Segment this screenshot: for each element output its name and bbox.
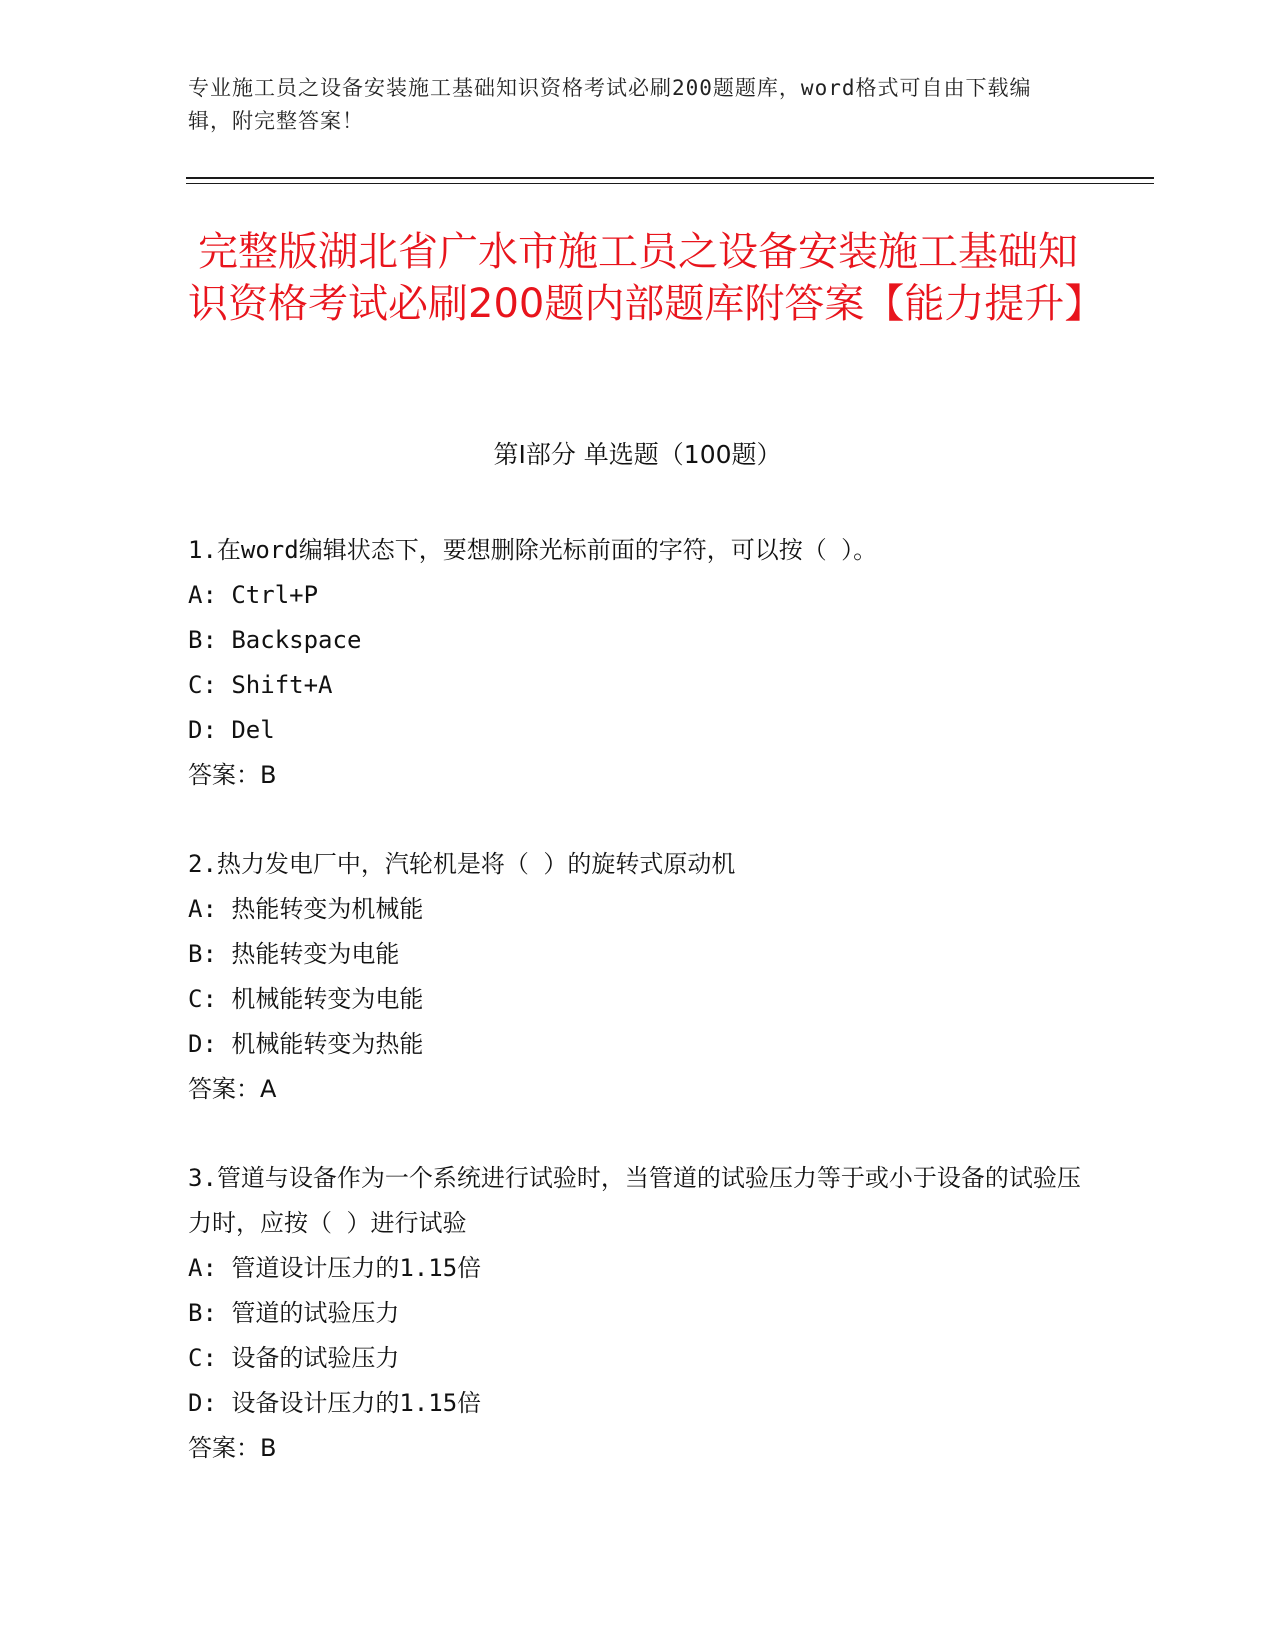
question-list xyxy=(188,528,1088,1515)
option-b: B: 热能转变为电能 xyxy=(188,940,400,968)
option-a: A: 管道设计压力的1.15倍 xyxy=(188,1254,482,1282)
option-c: C: 机械能转变为电能 xyxy=(188,985,424,1013)
option-b: B: Backspace xyxy=(188,626,362,654)
document-title: 完整版湖北省广水市施工员之设备安装施工基础知识资格考试必刷200题内部题库附答案【能力提升】 xyxy=(188,229,1105,327)
header-note: 专业施工员之设备安装施工基础知识资格考试必刷200题题库，word格式可自由下载编辑，附完整答案！ xyxy=(188,76,1032,133)
option-a: A: Ctrl+P xyxy=(188,581,319,609)
option-d: D: Del xyxy=(188,716,275,744)
option-c: C: Shift+A xyxy=(188,671,333,699)
option-a: A: 热能转变为机械能 xyxy=(188,895,424,923)
question-item xyxy=(188,1156,1088,1471)
question-stem: 2.热力发电厂中，汽轮机是将（ ）的旋转式原动机 xyxy=(188,850,736,878)
question-stem: 3.管道与设备作为一个系统进行试验时，当管道的试验压力等于或小于设备的试验压力时，应按（ ）进行试验 xyxy=(188,1164,1081,1237)
option-d: D: 机械能转变为热能 xyxy=(188,1030,424,1058)
answer: 答案：B xyxy=(188,1434,277,1462)
answer: 答案：B xyxy=(188,761,277,789)
option-d: D: 设备设计压力的1.15倍 xyxy=(188,1389,482,1417)
option-c: C: 设备的试验压力 xyxy=(188,1344,400,1372)
question-item xyxy=(188,842,1088,1112)
section-heading: 第I部分 单选题（100题） xyxy=(493,440,782,469)
header-divider-thin xyxy=(186,183,1154,184)
question-stem: 1.在word编辑状态下，要想删除光标前面的字符，可以按（ ）。 xyxy=(188,536,878,564)
option-b: B: 管道的试验压力 xyxy=(188,1299,400,1327)
header-divider-thick xyxy=(186,177,1154,179)
question-item xyxy=(188,528,1088,798)
answer: 答案：A xyxy=(188,1075,277,1103)
